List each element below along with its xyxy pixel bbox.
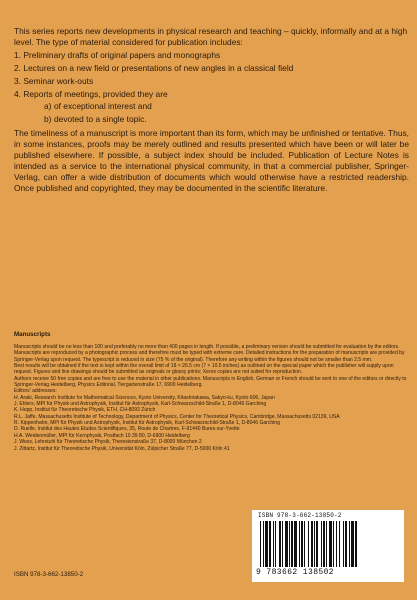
barcode-bar	[285, 521, 288, 567]
editor-address: R.L. Jaffe, Massachusetts Institute of Technology, Department of Physics, Center for Theoretical Physics, Cambridge, Massachusetts 02139, USA	[14, 413, 340, 420]
barcode-bar	[289, 521, 290, 567]
manuscripts-section	[14, 344, 407, 452]
item-number: 1.	[14, 49, 21, 60]
meeting-conditions	[28, 101, 409, 125]
editor-address: R. Kippenhahn, MPI für Physik und Astrophysik, Institut für Astrophysik, Karl-Schwarzschild-Straße 1, D-8046 Garching	[14, 420, 280, 427]
sub-item-text: devoted to a single topic.	[54, 114, 147, 125]
item-text: Reports of meetings, provided they are	[23, 88, 168, 99]
manuscripts-paragraph: Best results will be obtained if the text is kept within the overall limit of 18 × 26.5 cm (7 × 10.5 inches) as outlined on the special paper which the publisher will supply upon request. Figures and line drawings should be submitted as originals or glossy prints; Xerox copies are not suited for reproduction.	[14, 363, 394, 376]
intro-body: The timeliness of a manuscript is more important than its form, which may be unfinished or tentative. Thus, in some instances, proofs may be merely outlined and results presented which have been or will later be published elsewhere. If possible, a subject index should be included. Publication of Lecture Notes is intended as a service to the international physical community, in that a commercial publisher, Springer-Verlag, can offer a wide distribution of documents which would otherwise have a restricted readership. Once published and copyrighted, they may be documented in the scientific literature.	[14, 128, 409, 193]
list-item	[14, 89, 409, 126]
barcode-bar	[294, 521, 297, 567]
material-list	[14, 50, 409, 125]
barcode-bar	[304, 521, 305, 567]
barcode-bar	[282, 521, 283, 567]
list-item	[14, 76, 409, 87]
list-item	[14, 63, 409, 74]
sub-item-letter: a)	[44, 101, 52, 112]
barcode-bar	[275, 521, 276, 567]
list-item	[14, 50, 409, 61]
barcode-bar	[329, 521, 332, 567]
editor-address: D. Ruelle, Institut des Hautes Etudes Scientifiques, 35, Route de Chartres, F-91440 Bures-sur-Yvette	[14, 426, 240, 433]
barcode-bar	[345, 521, 347, 567]
intro-lead: This series reports new developments in physical research and teaching – quickly, informally and at a high level. The type of material considered for publication includes:	[14, 26, 408, 47]
sub-item-letter: b)	[44, 114, 52, 125]
manuscripts-paragraph: Authors receive 50 free copies and are free to use the material in other publications. Manuscripts in English, German or French should be sent to one of the editors or directly to Springer-Verlag Heidelberg, Physics Editorial, Tiergartenstraße 17, 6900 Heidelberg.	[14, 375, 407, 389]
barcode-bar	[314, 521, 315, 567]
editors-list	[14, 395, 407, 452]
editors-label: Editors' addresses:	[14, 388, 57, 395]
barcode-bar	[333, 521, 334, 567]
item-text: Lectures on a new field or presentations of new angles in a classical field	[23, 62, 294, 73]
editor-address: J. Ehlers, MPI für Physik und Astrophysik, Institut für Astrophysik, Karl-Schwarzschild-Straße 1, D-8046 Garching	[14, 401, 267, 408]
barcode-bar	[351, 521, 354, 567]
item-text: Seminar work-outs	[23, 75, 94, 86]
barcode-bar	[326, 521, 327, 567]
barcode-digits: 9 783662 138502	[256, 568, 335, 577]
barcode-bar	[260, 521, 261, 567]
barcode-bars	[258, 521, 398, 568]
editor-address: H. Araki, Research Institute for Mathematical Sciences, Kyoto University, Kitashirakawa, Sakyo-ku, Kyoto 606, Japan	[14, 394, 275, 401]
sub-item	[28, 114, 409, 125]
barcode-bar	[265, 521, 268, 567]
barcode-bar	[269, 521, 271, 567]
sub-item-text: of exceptional interest and	[54, 101, 152, 112]
barcode-bar	[273, 521, 274, 567]
item-number: 4.	[14, 88, 21, 99]
isbn-barcode	[252, 510, 404, 582]
barcode-bar	[336, 521, 337, 567]
item-number: 2.	[14, 62, 21, 73]
manuscripts-heading: Manuscripts	[14, 331, 51, 338]
editor-address: J. Zittartz, Institut für Theoretische Physik, Universität Köln, Zülpicher Straße 77, D-5000 Köln 41	[14, 445, 230, 452]
editor-address: K. Hepp, Institut für Theoretische Physik, ETH, CH-8093 Zürich	[14, 407, 156, 414]
barcode-isbn-label: ISBN 978-3-662-13850-2	[258, 512, 342, 519]
barcode-bar	[321, 521, 322, 567]
barcode-bar	[316, 521, 318, 567]
barcode-bar	[339, 521, 340, 567]
series-description	[14, 26, 409, 194]
barcode-bar	[279, 521, 281, 567]
barcode-bar	[343, 521, 344, 567]
barcode-bar	[299, 521, 300, 567]
barcode-bar	[308, 521, 309, 567]
barcode-bar	[323, 521, 325, 567]
barcode-bar	[311, 521, 313, 567]
editor-address: H.A. Weidenmüller, MPI für Kernphysik, Postfach 10 39 80, D-6900 Heidelberg	[14, 432, 190, 439]
manuscripts-paragraph: Manuscripts should be no less than 100 and preferably no more than 400 pages in length. If possible, a preliminary version should be submitted for evaluation by the editors.	[14, 344, 400, 350]
footer-isbn: ISBN 978-3-662-13850-2	[14, 571, 84, 578]
sub-item	[28, 101, 409, 112]
barcode-bar	[301, 521, 303, 567]
barcode-bar	[291, 521, 293, 567]
barcode-bar	[263, 521, 264, 567]
barcode-bar	[355, 521, 357, 567]
item-number: 3.	[14, 75, 21, 86]
manuscripts-paragraph: Manuscripts are reproduced by a photographic process and therefore must be typed with extreme care. Detailed instructions for the preparation of manuscripts are provided by Springer-Verlag upon request. The typescript is reduced in size (75 % of the original). Therefore any writing within the figures should not be smaller than 2.5 mm.	[14, 350, 405, 363]
barcode-bar	[349, 521, 350, 567]
item-text: Preliminary drafts of original papers and monographs	[23, 49, 221, 60]
editor-address: J. Wess, Lehrstuhl für Theoretische Physik, Theresienstraße 37, D-8000 München 2	[14, 439, 202, 446]
